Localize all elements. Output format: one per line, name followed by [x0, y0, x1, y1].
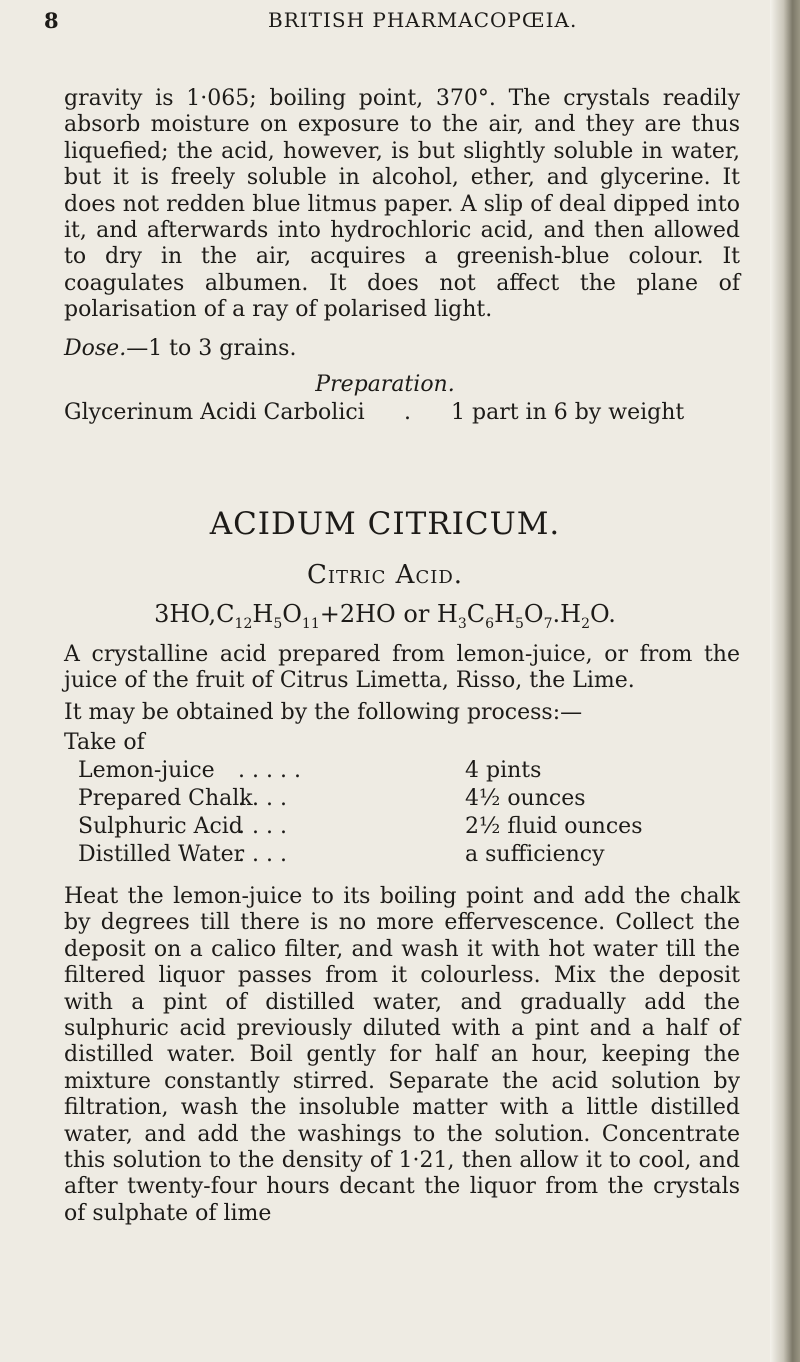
page-edge-shadow [770, 0, 800, 1362]
process-text: Heat the lemon-juice to its boiling point and add the chalk by degrees till there is no more effervescence. Collect the deposit on a calico filter, and wash it with hot water till the filtered liquor passes from it colourless. Mix the deposit with a pint of distilled water, and gradually add the sulphuric acid previously diluted with a pint and a half of distilled water. Boil gently for half an hour, keeping the mixture constantly stirred. Separate the acid solution by filtration, wash the insoluble matter with a little distilled water, and add the washings to the solution. Concentrate this solution to the density of 1·21, then allow it to cool, and after twenty-four hours decant the liquor from the crystals of sulphate of lime [64, 884, 740, 1226]
dose-label: Dose. [64, 336, 127, 361]
obtained-line [64, 700, 740, 726]
ingredient-name: Lemon-juice [78, 758, 215, 783]
dose-line [64, 336, 296, 361]
article-title: ACIDUM CITRICUM. [209, 506, 561, 542]
take-of-label: Take of [64, 730, 145, 755]
running-head [30, 6, 750, 36]
page-number: 8 [44, 8, 59, 33]
ingredient-quantity: 4½ ounces [465, 786, 586, 811]
ingredient-quantity: a sufficiency [465, 842, 605, 867]
intro-paragraph [64, 86, 740, 324]
running-title: BRITISH PHARMACOPŒIA. [268, 8, 578, 32]
ingredient-leader: . . . . . [238, 758, 301, 783]
ingredient-leader: . . . . [238, 786, 287, 811]
process-paragraph [64, 884, 740, 1227]
ingredient-name: Sulphuric Acid [78, 814, 243, 839]
intro-paragraph-text: gravity is 1·065; boiling point, 370°. The crystals readily absorb moisture on exposure to the air, and they are thus liquefied; the acid, however, is but slightly soluble in water, but it is freely soluble in alcohol, ether, and glycerine. It does not redden blue litmus paper. A slip of deal dipped into it, and afterwards into hydrochloric acid, and then allowed to dry in the air, acquires a greenish-blue colour. It coagulates albumen. It does not affect the plane of polarisation of a ray of polarised light. [64, 86, 740, 323]
ingredient-row [78, 814, 740, 842]
ingredient-quantity: 2½ fluid ounces [465, 814, 643, 839]
ingredient-row [78, 786, 740, 814]
dose-value: —1 to 3 grains. [126, 336, 297, 361]
description-paragraph [64, 642, 740, 695]
description-text: A crystalline acid prepared from lemon-juice, or from the juice of the fruit of Citrus Limetta, Risso, the Lime. [64, 642, 740, 694]
preparation-name: Glycerinum Acidi Carbolici [64, 400, 365, 425]
ingredient-row [78, 758, 740, 786]
ingredient-quantity: 4 pints [465, 758, 542, 783]
chemical-formula: $3HO,C_{12}H_5O_{11}+2HO$ or $H_3C_6H_5O_7.H_2O$. [154, 600, 616, 632]
preparation-row [64, 400, 740, 428]
preparation-amount: 1 part in 6 by weight [451, 400, 685, 425]
ingredient-row [78, 842, 740, 870]
ingredient-leader: . . . . [238, 842, 287, 867]
ingredient-leader: . . . . [238, 814, 287, 839]
ingredients-list [64, 730, 740, 870]
ingredient-name: Distilled Water [78, 842, 245, 867]
preparation-heading: Preparation. [315, 372, 455, 397]
obtained-text: It may be obtained by the following process:— [64, 700, 583, 725]
article-subtitle: Citric Acid. [306, 560, 464, 590]
ingredient-name: Prepared Chalk [78, 786, 253, 811]
preparation-leader: . [404, 400, 411, 425]
